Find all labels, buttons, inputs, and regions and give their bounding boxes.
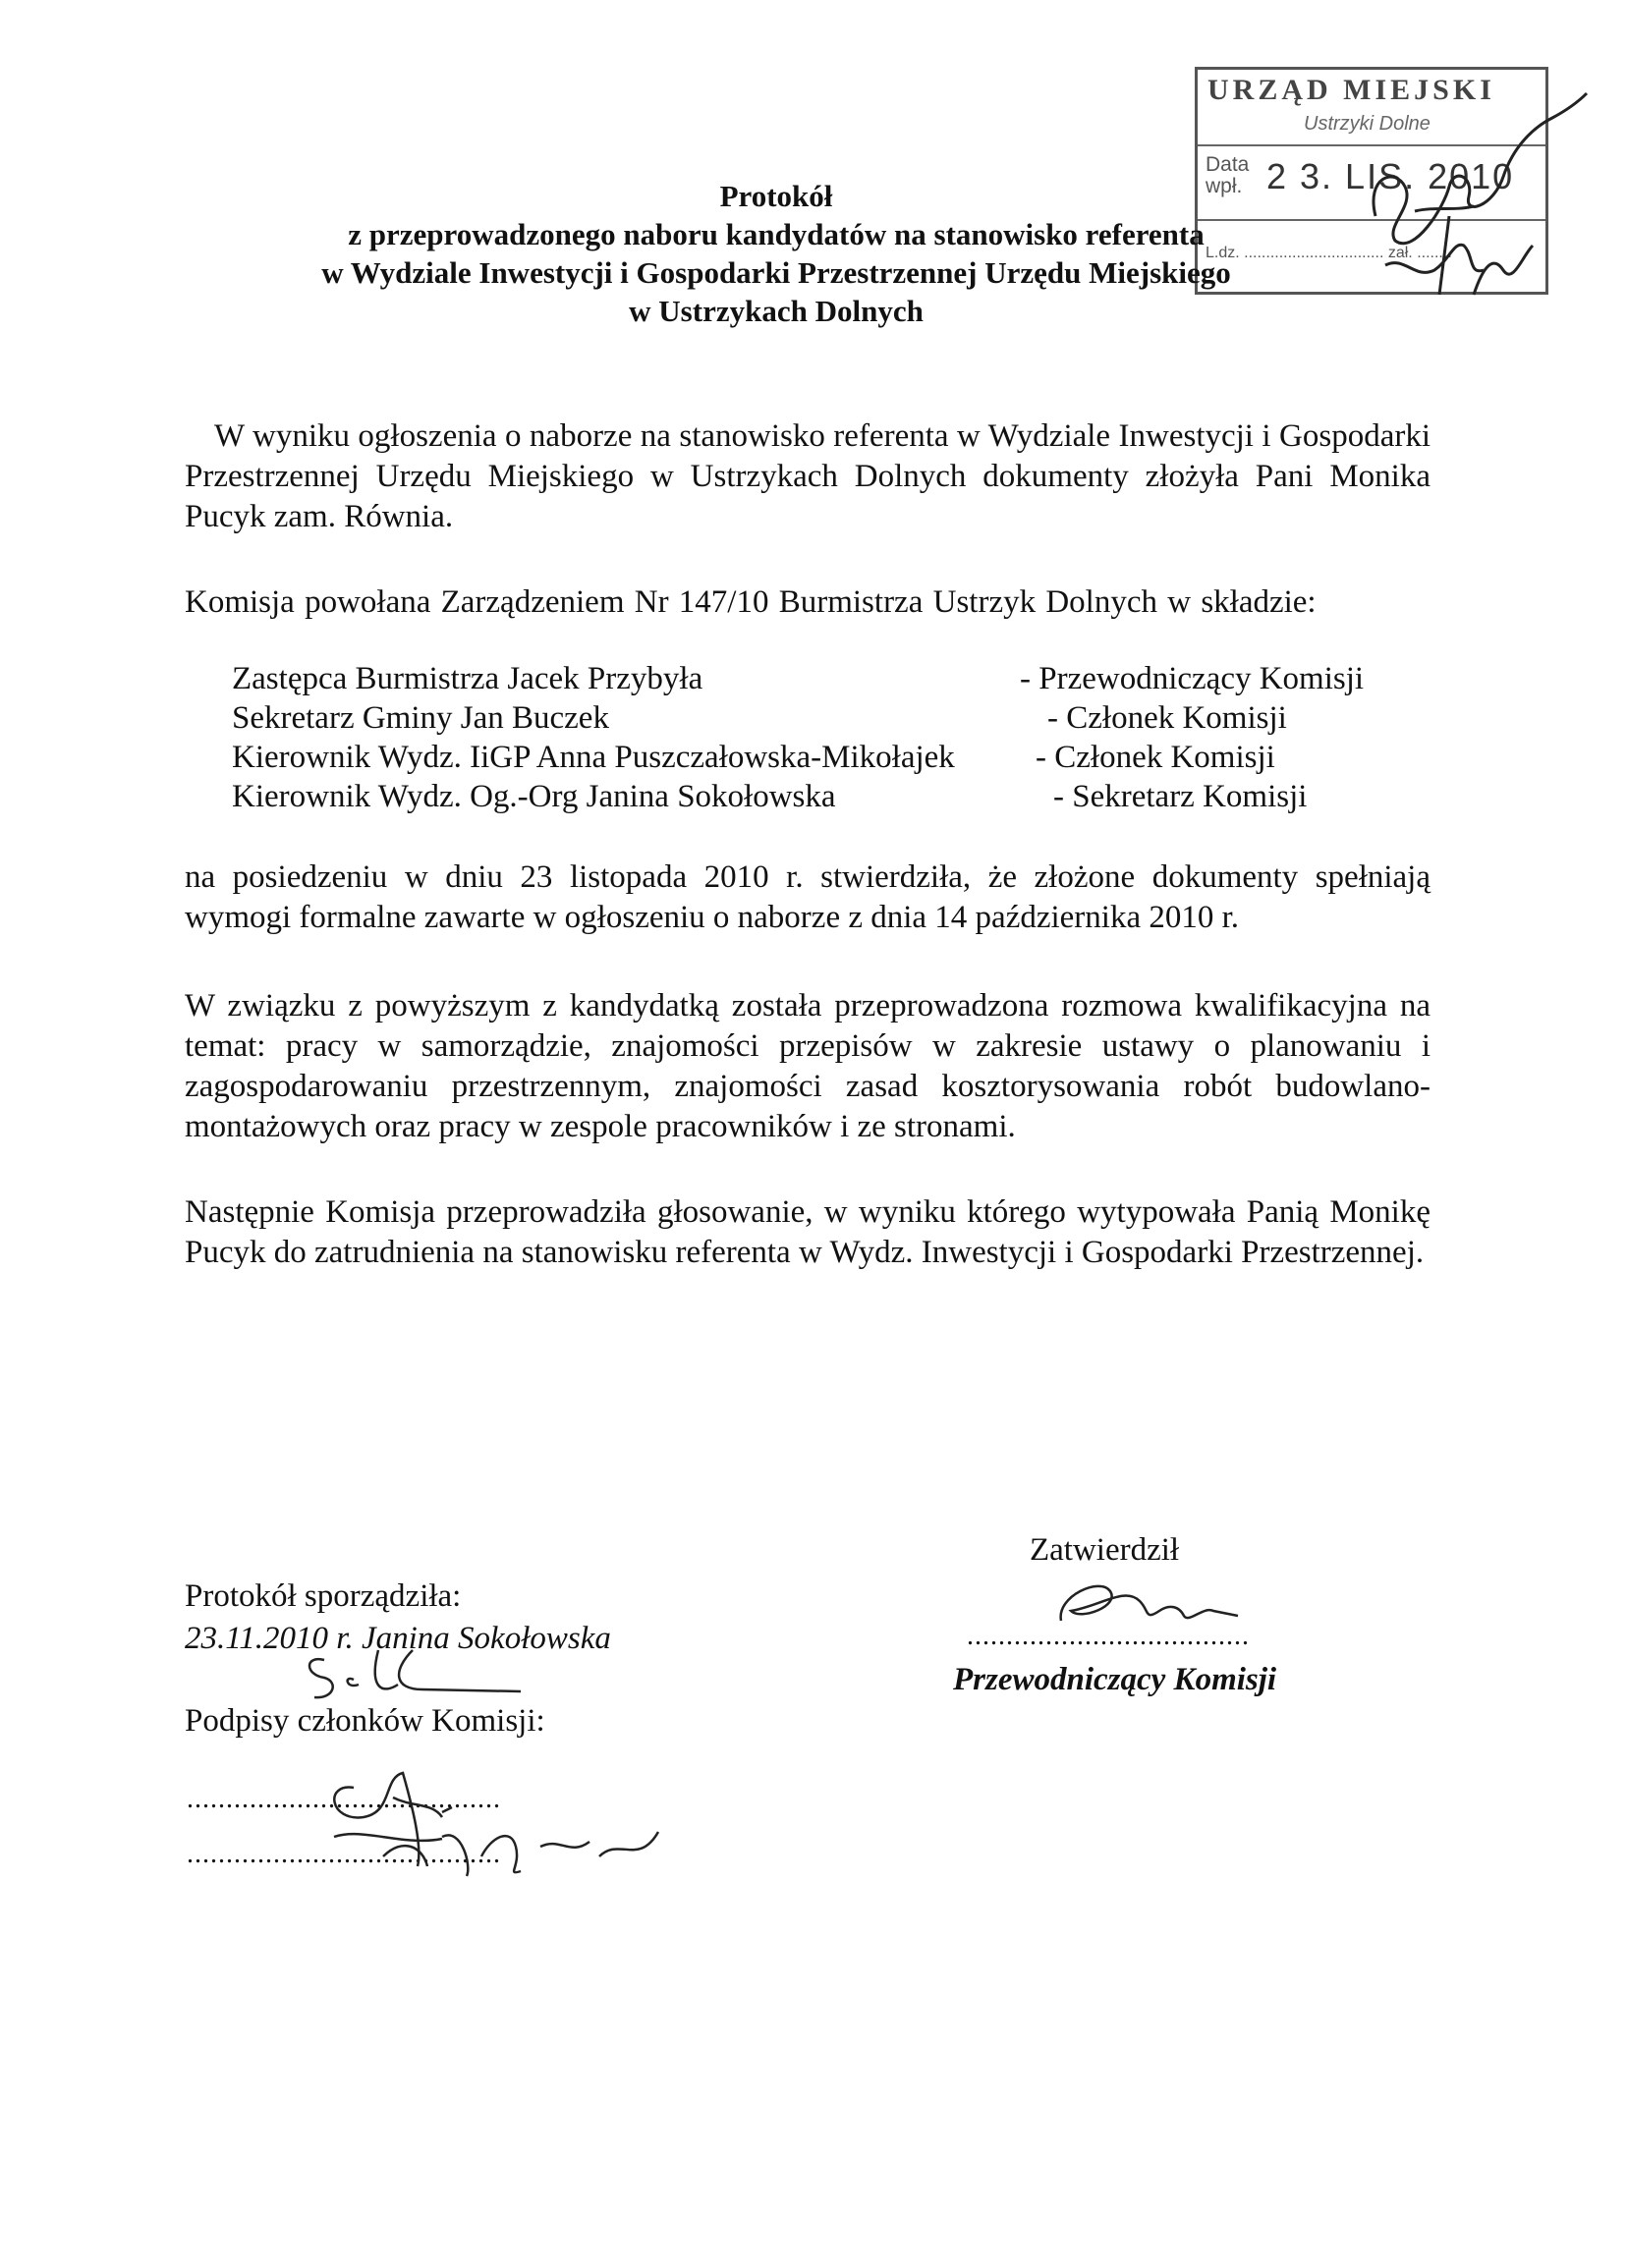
stamp-ldz: L.dz. ................................ zał. ........: [1206, 245, 1452, 261]
title-line-3: w Wydziale Inwestycji i Gospodarki Przestrzennej Urzędu Miejskiego: [321, 255, 1231, 290]
title-line-1: Protokół: [719, 179, 833, 213]
interview-paragraph: W związku z powyższym z kandydatką została przeprowadzona rozmowa kwalifikacyjna na temat: pracy w samorządzie, znajomości przepisów w zakresie ustawy o planowaniu i zagospodarowaniu przestrzennym, znajomości zasad kosztorysowania robót budowlano-montażowych oraz pracy w zespole pracowników i ze stronami.: [185, 988, 1431, 1144]
members-signatures: [295, 1729, 707, 1896]
secretary-signature: [285, 1631, 580, 1709]
stamp-city: Ustrzyki Dolne: [1304, 113, 1431, 135]
prepared-by-label: Protokół sporządziła:: [185, 1578, 462, 1614]
member-name: Kierownik Wydz. Og.-Org Janina Sokołowska: [232, 779, 836, 814]
members-signatures-label: Podpisy członków Komisji:: [185, 1703, 545, 1739]
member-name: Zastępca Burmistrza Jacek Przybyła: [232, 661, 703, 696]
stamp-handwriting: [1356, 69, 1611, 334]
stamp-office-name: URZĄD MIEJSKI: [1207, 74, 1495, 106]
member-name: Sekretarz Gminy Jan Buczek: [232, 700, 609, 736]
stamp-ldz-label: L.dz.: [1206, 245, 1240, 261]
title-line-2: z przeprowadzonego naboru kandydatów na stanowisko referenta: [348, 217, 1205, 251]
handwritten-signature-member-1: [334, 1773, 452, 1866]
member-role: - Członek Komisji: [1047, 700, 1287, 736]
committee-intro: Komisja powołana Zarządzeniem Nr 147/10 Burmistrza Ustrzyk Dolnych w składzie:: [185, 584, 1317, 620]
approver-role: Przewodniczący Komisji: [953, 1662, 1277, 1697]
stamp-received-label: wpł.: [1206, 175, 1243, 197]
handwritten-signature-member-2: [334, 1832, 658, 1876]
member-signature-line-2: ........................................: [187, 1839, 501, 1869]
document-title: [236, 177, 1317, 330]
stamp-zal-label: zał.: [1387, 245, 1413, 261]
member-role: - Sekretarz Komisji: [1053, 779, 1308, 814]
intro-paragraph: W wyniku ogłoszenia o naborze na stanowisko referenta w Wydziale Inwestycji i Gospodarki Przestrzennej Urzędu Miejskiego w Ustrzykach Dolnych dokumenty złożyła Pani Monika Pucyk zam. Równia.: [185, 418, 1431, 534]
approver-signature-line: ....................................: [967, 1621, 1250, 1651]
member-role: - Członek Komisji: [1036, 740, 1275, 775]
vote-paragraph: Następnie Komisja przeprowadziła głosowanie, w wyniku którego wytypowała Panią Monikę Pucyk do zatrudnienia na stanowisku referenta w Wydz. Inwestycji i Gospodarki Przestrzennej.: [185, 1194, 1431, 1270]
handwritten-signature-secretary: [309, 1650, 521, 1697]
member-signature-line-1: ........................................: [187, 1784, 501, 1814]
title-line-4: w Ustrzykach Dolnych: [629, 294, 924, 328]
approved-label: Zatwierdził: [1030, 1532, 1180, 1568]
member-name: Kierownik Wydz. IiGP Anna Puszczałowska-Mikołajek: [232, 740, 955, 775]
member-role: - Przewodniczący Komisji: [1020, 661, 1365, 696]
handwritten-signature-stamp-2: [1385, 245, 1533, 295]
prepared-by-value: 23.11.2010 r. Janina Sokołowska: [185, 1621, 611, 1656]
handwritten-signature-chairman: [1061, 1586, 1238, 1621]
meeting-paragraph: na posiedzeniu w dniu 23 listopada 2010 r. stwierdziła, że złożone dokumenty spełniają wymogi formalne zawarte w ogłoszeniu o naborze z dnia 14 października 2010 r.: [185, 859, 1431, 935]
handwritten-signature-stamp-1: [1374, 93, 1587, 244]
stamp-data-label: Data: [1206, 153, 1250, 176]
stamp-date: 2 3. LIS. 2010: [1266, 156, 1515, 196]
handwritten-signature-stamp-3: [1415, 206, 1474, 295]
